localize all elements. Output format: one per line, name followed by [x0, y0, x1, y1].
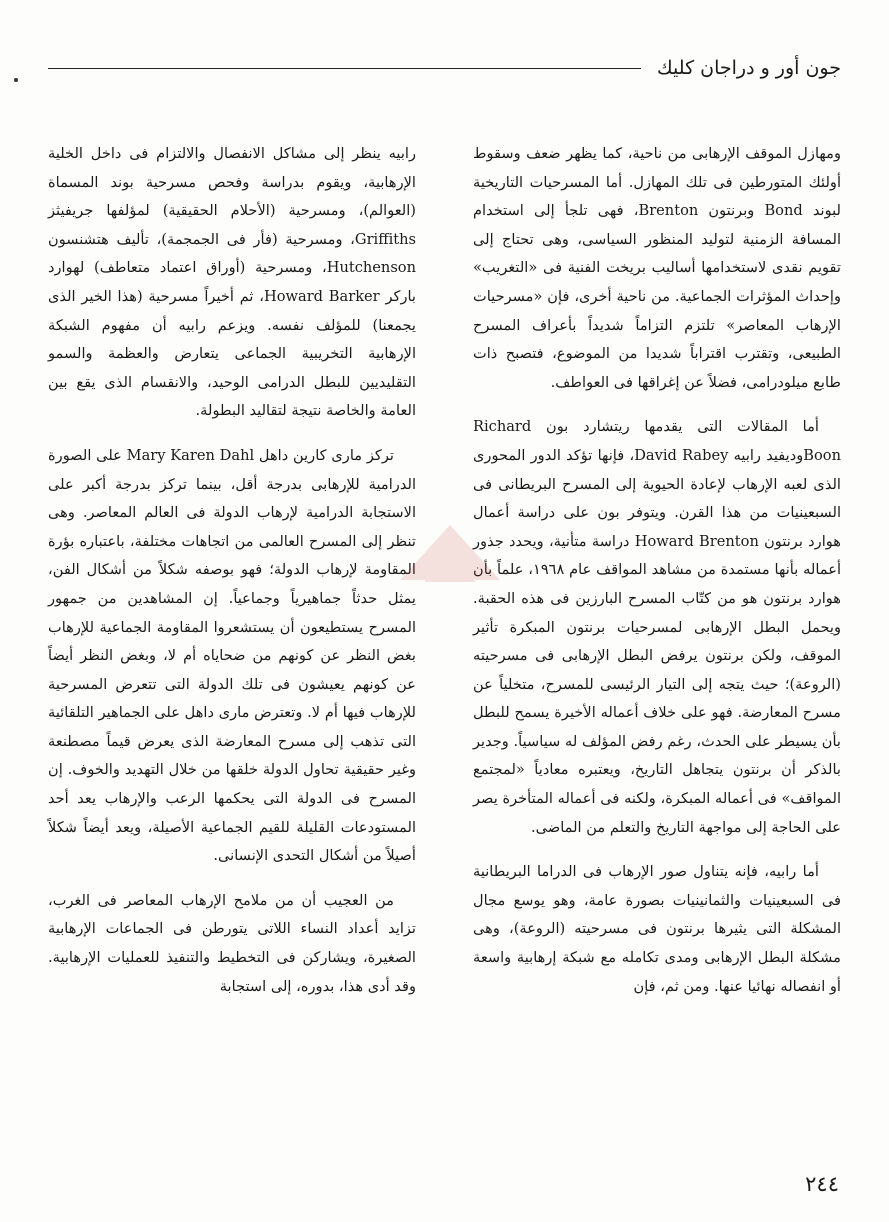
paragraph: رابيه ينظر إلى مشاكل الانفصال والالتزام فى داخل الخلية الإرهابية، ويقوم بدراسة وفحص مسرحية بوند المسماة (العوالم)، ومسرحية (الأحلام الحقيقية) لمؤلفها جريفيثز Griffiths، ومسرحية (فأر فى الجمجمة)، تأليف هتشنسون Hutchenson، ومسرحية (أوراق اعتماد متعاطف) لهوارد باركر Howard Barker، ثم أخيراً مسرحية (هذا الخير الذى يجمعنا) للمؤلف نفسه. ويزعم رابيه أن مفهوم الشبكة الإرهابية التخريبية الجماعى يتعارض والعظمة والسمو التقليديين للبطل الدرامى الوحيد، والانقسام الذى يقع بين العامة والخاصة نتيجة لتقاليد البطولة.: [48, 145, 416, 420]
margin-dot: [14, 78, 18, 82]
paragraph: من العجيب أن من ملامح الإرهاب المعاصر فى الغرب، تزايد أعداد النساء اللاتى يتورطن فى الجماعات الإرهابية الصغيرة، ويشاركن فى التخطيط والتنفيذ للعمليات الإرهابية. وقد أدى هذا، بدوره، إلى استجابة: [48, 891, 416, 995]
running-head-title: جون أور و دراجان كليك: [657, 57, 841, 79]
running-head: [48, 48, 841, 88]
paragraph: أما المقالات التى يقدمها ريتشارد بون Richard Boonوديفيد رابيه David Rabey، فإنها تؤكد الدور المحورى الذى لعبه الإرهاب لإعادة الحيوية إلى المسرح البريطانى فى السبعينيات من هذا القرن. ويتوفر بون على دراسة أعمال هوارد برنتون Howard Brenton دراسة متأنية، ويحدد جذور أعماله بأنها مستمدة من مشاهد المواقف عام ١٩٦٨، علماً بأن هوارد برنتون هو من كتّاب المسرح البارزين فى هذه الحقبة. ويحمل البطل الإرهابى لمسرحيات برنتون المبكرة تأثير الموقف، ولكن برنتون يرفض البطل الإرهابى فى مسرحيته (الروعة)؛ حيث يتجه إلى التيار الرئيسى للمسرح، متخلياً عن مسرح المعارضة. فهو على خلاف أعماله الأخيرة يسمح للبطل بأن يسيطر على الحدث، رغم رفض المؤلف له سياسياً. وجدير بالذكر أن برنتون يتجاهل التاريخ، ويعتبره معادياً «لمجتمع المواقف» فى أعماله المبكرة، ولكنه فى أعماله المتأخرة يصر على الحاجة إلى مواجهة التاريخ والتعلم من الماضى.: [473, 418, 842, 836]
running-head-rule: [48, 68, 641, 69]
paragraph: تركز مارى كارين داهل Mary Karen Dahl على الصورة الدرامية للإرهابى بدرجة أقل، بينما تركز بدرجة أكبر على الاستجابة الدرامية لإرهاب الدولة فى العالم المعاصر. وهى تنظر إلى المسرح العالمى من اتجاهات مختلفة، باعتباره بؤرة المقاومة لإرهاب الدولة؛ فهو بوصفه شكلاً من أشكال الفن، يمثل حدثاً جماهيرياً وجماعياً. إن المشاهدين من جمهور المسرح يستطيعون أن يستشعروا المقاومة الجماعية للإرهاب بغض النظر عن كونهم من ضحاياه أم لا، وبغض النظر أيضاً عن كونهم يعيشون فى تلك الدولة التى تتعرض المسرحية للإرهاب فيها أم لا. وتعترض مارى داهل على الجماهير التلقائية التى تذهب إلى مسرح المعارضة الذى يعرض قيماً مصطنعة وغير حقيقية تحاول الدولة خلقها من خلال التهديد والخوف. إن المسرح فى الدولة التى يحكمها الرعب والإرهاب يعد أحد المستودعات القليلة للقيم الجماعية الأصيلة، ويعد أيضاً شكلاً أصيلاً من أشكال التحدى الإنسانى.: [48, 446, 416, 865]
right-column: [473, 140, 841, 1017]
paragraph: أما رابيه، فإنه يتناول صور الإرهاب فى الدراما البريطانية فى السبعينيات والثمانينيات بصورة عامة، وهو يوسع مجال المشكلة التى يثيرها برنتون فى مسرحيته (الروعة)، وهى مشكلة البطل الإرهابى ومدى تكامله مع شبكة إرهابية واسعة أو انفصاله نهائيا عنها. ومن ثم، فإن: [473, 863, 841, 995]
left-column: [48, 140, 416, 1017]
paragraph: ومهازل الموقف الإرهابى من ناحية، كما يظهر ضعف وسقوط أولئك المتورطين فى تلك المهازل. أما المسرحيات التاريخية لبوند Bond وبرنتون Brenton، فهى تلجأ إلى استخدام المسافة الزمنية لتوليد المنظور السياسى، وهى تحتاج إلى تقويم نقدى لاستخدامها أساليب بريخت الفنية فى «التغريب» وإحداث المؤثرات الجماعية. من ناحية أخرى، فإن «مسرحيات الإرهاب المعاصر» تلتزم التزاماً شديداً بأعراف المسرح الطبيعى، وتقترب اقتراباً شديدا من الموضوع، فتصبح ذات طابع ميلودرامى، فضلاً عن إغراقها فى العواطف.: [473, 145, 841, 391]
page-number: ٢٤٤: [805, 1172, 839, 1196]
watermark-block-shape: [425, 560, 475, 582]
